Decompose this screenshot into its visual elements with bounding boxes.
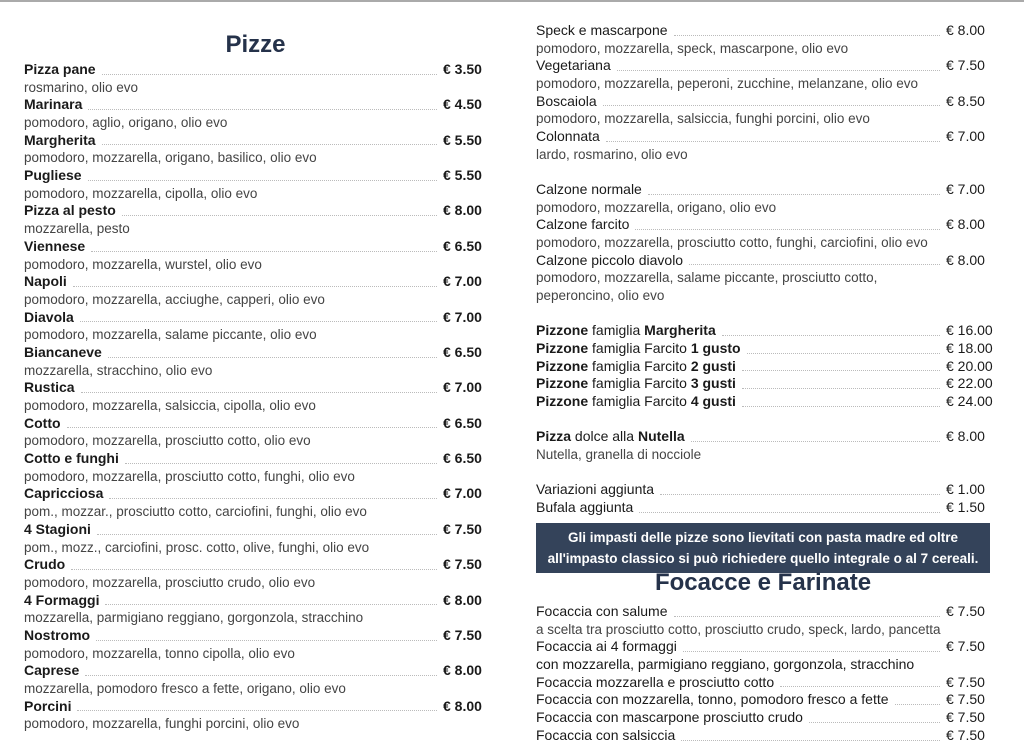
menu-item-price: € 8.00 — [443, 202, 482, 219]
menu-item — [24, 415, 487, 450]
menu-item-row — [536, 93, 990, 111]
menu-item-price: € 8.00 — [443, 662, 482, 679]
menu-item-price: € 6.50 — [443, 343, 482, 360]
dotted-leader — [648, 194, 940, 195]
dotted-leader — [689, 264, 940, 265]
dotted-leader — [742, 406, 940, 407]
menu-item-name: Calzone piccolo diavolo — [536, 251, 684, 268]
pizze-section — [24, 28, 487, 733]
dotted-leader — [73, 286, 437, 287]
menu-item — [536, 22, 990, 57]
menu-item-price: € 7.50 — [946, 638, 985, 655]
dotted-leader — [674, 616, 940, 617]
menu-item — [536, 216, 990, 251]
menu-item-name-part: Pizzone — [536, 339, 589, 356]
menu-item — [536, 357, 993, 376]
menu-item — [536, 481, 990, 499]
menu-item-price: € 7.00 — [443, 308, 482, 325]
menu-item-price: € 8.00 — [946, 428, 985, 445]
menu-item-ingredients: pomodoro, mozzarella, salame piccante, olio evo — [24, 327, 317, 343]
menu-item-name: Napoli — [24, 273, 67, 290]
top-border — [0, 0, 1024, 2]
menu-item-name-part: famiglia Farcito — [588, 339, 691, 356]
menu-item-row — [24, 450, 487, 468]
dotted-leader — [681, 740, 940, 741]
menu-item-row — [24, 344, 487, 362]
menu-item-ingredients: pomodoro, mozzarella, salsiccia, funghi porcini, olio evo — [536, 111, 870, 127]
menu-item-ingredients: pomodoro, mozzarella, acciughe, capperi, olio evo — [24, 291, 325, 307]
menu-item-price: € 20.00 — [946, 357, 993, 374]
menu-item-name: Rustica — [24, 379, 75, 396]
menu-item-price: € 7.00 — [443, 379, 482, 396]
menu-item-name: Marinara — [24, 96, 83, 113]
menu-item-name: Focaccia con mascarpone prosciutto crudo — [536, 709, 803, 726]
menu-item — [536, 638, 990, 673]
group-spacer — [536, 464, 990, 482]
menu-item-row — [24, 238, 487, 256]
dotted-leader — [660, 494, 940, 495]
menu-item-name: Focaccia con salsiccia — [536, 726, 676, 743]
menu-item-name-part: Pizzone — [536, 393, 589, 410]
dotted-leader — [125, 463, 437, 464]
menu-item-row — [24, 698, 487, 716]
menu-item-name — [536, 358, 736, 376]
menu-item-price: € 8.00 — [946, 251, 985, 268]
dough-note-line: Gli impasti delle pizze sono lievitati con pasta madre ed oltre — [567, 529, 959, 545]
dotted-leader — [691, 441, 940, 442]
menu-item-price: € 22.00 — [946, 375, 993, 392]
menu-item-price: € 8.00 — [443, 591, 482, 608]
menu-item-row — [536, 57, 990, 75]
group-spacer — [536, 411, 990, 429]
menu-item — [536, 128, 990, 163]
menu-item-row — [24, 96, 487, 114]
dotted-leader — [88, 180, 437, 181]
menu-item-name-part: Pizzone — [536, 375, 589, 392]
menu-item-row — [24, 521, 487, 539]
menu-item-row — [536, 638, 990, 656]
menu-item-name: Margherita — [24, 131, 96, 148]
menu-item-name: Vegetariana — [536, 57, 611, 74]
menu-item-name: Caprese — [24, 662, 80, 679]
menu-item-name-part: 4 gusti — [690, 393, 736, 410]
menu-item — [24, 132, 487, 167]
focacce-section — [536, 565, 990, 745]
menu-item-name: Crudo — [24, 556, 66, 573]
menu-item-ingredients: pomodoro, aglio, origano, olio evo — [24, 115, 228, 131]
menu-item-name-part: Pizzone — [536, 357, 589, 374]
menu-item-price: € 7.50 — [946, 673, 985, 690]
menu-item-price: € 7.00 — [443, 273, 482, 290]
menu-item-name — [536, 340, 741, 358]
menu-item-ingredients: pomodoro, mozzarella, peperoni, zucchine, melanzane, olio evo — [536, 76, 918, 92]
menu-item-row — [24, 309, 487, 327]
menu-item-name: Cotto — [24, 414, 61, 431]
menu-item-price: € 1.00 — [946, 481, 985, 498]
menu-item-price: € 7.50 — [946, 57, 985, 74]
menu-item-name-part: Nutella — [637, 428, 685, 445]
menu-item-row — [24, 273, 487, 291]
menu-item-name: Bufala aggiunta — [536, 498, 634, 515]
menu-item-row — [536, 357, 993, 376]
menu-item-name: Biancaneve — [24, 343, 102, 360]
menu-item-price: € 8.50 — [946, 92, 985, 109]
menu-item-name: Pizza pane — [24, 60, 96, 77]
menu-item — [24, 379, 487, 414]
dotted-leader — [603, 105, 940, 106]
dotted-leader — [102, 74, 437, 75]
menu-item-price: € 24.00 — [946, 393, 993, 410]
menu-item — [24, 556, 487, 591]
menu-item-name: Calzone farcito — [536, 216, 630, 233]
dotted-leader — [85, 675, 437, 676]
menu-item — [24, 592, 487, 627]
menu-item-ingredients: pomodoro, mozzarella, prosciutto cotto, olio evo — [24, 433, 311, 449]
menu-item-row — [536, 181, 990, 199]
menu-item-name: Boscaiola — [536, 92, 597, 109]
pizze-list — [24, 61, 487, 733]
specialita-section — [536, 21, 993, 573]
menu-item — [24, 167, 487, 202]
menu-item-name: Pugliese — [24, 167, 82, 184]
group-spacer — [536, 164, 990, 182]
dotted-leader — [88, 109, 437, 110]
menu-item-row — [536, 22, 990, 40]
dotted-leader — [683, 651, 940, 652]
menu-item-row — [536, 709, 990, 727]
menu-item — [24, 61, 487, 96]
menu-item — [24, 627, 487, 662]
menu-item — [536, 322, 993, 340]
menu-item — [536, 393, 993, 411]
menu-item — [536, 57, 990, 92]
dotted-leader — [109, 498, 437, 499]
dotted-leader — [102, 144, 437, 145]
menu-item-row — [24, 415, 487, 433]
menu-item-row — [24, 486, 487, 504]
menu-item-name: Focaccia con mozzarella, tonno, pomodoro fresco a fette — [536, 691, 889, 708]
menu-item-name: Nostromo — [24, 626, 91, 643]
dotted-leader — [639, 512, 940, 513]
menu-item — [24, 698, 487, 733]
menu-item-row — [536, 375, 993, 393]
menu-item — [536, 339, 993, 358]
menu-item-row — [536, 252, 990, 270]
menu-item-ingredients: mozzarella, pesto — [24, 221, 130, 237]
menu-item — [24, 96, 487, 131]
menu-item-row — [24, 556, 487, 574]
menu-item-row — [24, 167, 487, 185]
menu-item-name-part: famiglia — [588, 322, 645, 339]
menu-item-name: Viennese — [24, 237, 86, 254]
dotted-leader — [742, 388, 940, 389]
menu-item-name-part: famiglia Farcito — [588, 375, 691, 392]
menu-item-price: € 6.50 — [443, 237, 482, 254]
dotted-leader — [91, 251, 437, 252]
dotted-leader — [96, 640, 437, 641]
menu-item — [536, 252, 990, 305]
menu-item-row — [536, 216, 990, 234]
menu-item-ingredients: pomodoro, mozzarella, tonno cipolla, olio evo — [24, 645, 295, 661]
menu-item-price: € 7.50 — [443, 626, 482, 643]
menu-item-row — [536, 322, 993, 340]
menu-item — [24, 344, 487, 379]
dotted-leader — [97, 534, 437, 535]
menu-item — [536, 727, 990, 745]
menu-item-row — [536, 603, 990, 621]
menu-item-name-part: Pizzone — [536, 322, 589, 339]
menu-item-name: Capricciosa — [24, 485, 104, 502]
menu-item-row — [536, 499, 990, 517]
menu-item-row — [24, 379, 487, 397]
menu-item — [24, 450, 487, 485]
menu-item-name — [536, 393, 736, 411]
menu-item-name: Speck e mascarpone — [536, 21, 668, 38]
menu-item — [24, 521, 487, 556]
menu-item — [536, 709, 990, 727]
dotted-leader — [809, 722, 940, 723]
menu-item-ingredients: pomodoro, mozzarella, prosciutto cotto, funghi, olio evo — [24, 468, 355, 484]
menu-item — [536, 603, 990, 638]
menu-item-name: Variazioni aggiunta — [536, 481, 655, 498]
dotted-leader — [742, 370, 940, 371]
menu-item-price: € 16.00 — [946, 322, 993, 339]
menu-item — [24, 309, 487, 344]
menu-item-ingredients: con mozzarella, parmigiano reggiano, gorgonzola, stracchino — [536, 656, 915, 673]
menu-item-name-part: 3 gusti — [690, 375, 736, 392]
menu-item-ingredients: mozzarella, stracchino, olio evo — [24, 362, 213, 378]
menu-item — [536, 428, 990, 463]
menu-item — [24, 203, 487, 238]
menu-item-name-part: 2 gusti — [690, 357, 736, 374]
menu-item — [536, 375, 993, 393]
menu-item-row — [536, 691, 990, 709]
menu-item-row — [24, 627, 487, 645]
dotted-leader — [67, 427, 437, 428]
dotted-leader — [105, 604, 437, 605]
menu-item-name: Focaccia con salume — [536, 602, 668, 619]
menu-item-row — [536, 339, 993, 358]
menu-item — [536, 674, 990, 692]
menu-item-ingredients: a scelta tra prosciutto cotto, prosciutto crudo, speck, lardo, pancetta — [536, 621, 941, 637]
menu-item-name: Diavola — [24, 308, 74, 325]
menu-item-name: Porcini — [24, 697, 72, 714]
dotted-leader — [674, 35, 940, 36]
menu-item-ingredients: pomodoro, mozzarella, speck, mascarpone, olio evo — [536, 40, 849, 56]
menu-item-name: Pizza al pesto — [24, 202, 116, 219]
menu-item-name — [536, 375, 736, 393]
menu-item-row — [24, 61, 487, 79]
section-title-pizze: Pizze — [225, 31, 286, 58]
menu-item-price: € 5.50 — [443, 131, 482, 148]
dotted-leader — [122, 215, 437, 216]
menu-item-price: € 7.00 — [946, 128, 985, 145]
dotted-leader — [780, 686, 940, 687]
menu-item-name-part: Margherita — [644, 322, 716, 339]
menu-item-ingredients: peperoncino, olio evo — [536, 288, 665, 304]
menu-item-price: € 7.50 — [946, 691, 985, 708]
menu-item-name — [536, 322, 716, 340]
specialita-list — [536, 21, 993, 517]
menu-item-ingredients: pomodoro, mozzarella, origano, olio evo — [536, 199, 777, 215]
menu-item-row — [536, 428, 990, 446]
menu-item-name: Cotto e funghi — [24, 450, 119, 467]
dotted-leader — [80, 321, 437, 322]
menu-item-price: € 6.50 — [443, 450, 482, 467]
menu-item-row — [536, 128, 990, 146]
menu-item — [536, 691, 990, 709]
menu-item-price: € 7.50 — [443, 556, 482, 573]
menu-item-row — [24, 592, 487, 610]
menu-item-name-part: famiglia Farcito — [588, 393, 691, 410]
menu-item-price: € 7.50 — [946, 726, 985, 743]
menu-item-row — [536, 727, 990, 745]
menu-item-ingredients: pomodoro, mozzarella, prosciutto cotto, funghi, carciofini, olio evo — [536, 235, 928, 251]
menu-item-row — [536, 674, 990, 692]
menu-item-ingredients: pomodoro, mozzarella, salsiccia, cipolla, olio evo — [24, 398, 316, 414]
menu-item — [536, 93, 990, 128]
menu-item-ingredients: lardo, rosmarino, olio evo — [536, 146, 688, 162]
dotted-leader — [108, 357, 437, 358]
menu-item-ingredients: pom., mozz., carciofini, prosc. cotto, olive, funghi, olio evo — [24, 539, 370, 555]
menu-item-name-part: dolce alla — [571, 428, 638, 445]
menu-item-price: € 5.50 — [443, 167, 482, 184]
dotted-leader — [77, 710, 437, 711]
menu-item-ingredients: pomodoro, mozzarella, prosciutto crudo, olio evo — [24, 574, 316, 590]
menu-item-price: € 8.00 — [946, 216, 985, 233]
dotted-leader — [617, 70, 940, 71]
menu-item-ingredients: mozzarella, pomodoro fresco a fette, origano, olio evo — [24, 681, 346, 697]
menu-item-name: Focaccia ai 4 formaggi — [536, 638, 677, 655]
dotted-leader — [606, 141, 940, 142]
menu-item-name: Colonnata — [536, 128, 600, 145]
dotted-leader — [895, 704, 940, 705]
menu-item-price: € 7.00 — [946, 180, 985, 197]
menu-item-row — [24, 203, 487, 221]
dotted-leader — [747, 353, 940, 354]
dotted-leader — [635, 229, 940, 230]
menu-item — [24, 238, 487, 273]
menu-item-row — [536, 481, 990, 499]
menu-item-price: € 7.50 — [946, 709, 985, 726]
menu-item-ingredients: pomodoro, mozzarella, cipolla, olio evo — [24, 185, 258, 201]
menu-item-name-part: Pizza — [536, 428, 572, 445]
menu-item-ingredients: Nutella, granella di nocciole — [536, 446, 702, 462]
menu-item-price: € 7.50 — [443, 520, 482, 537]
menu-item-ingredients: pomodoro, mozzarella, salame piccante, prosciutto cotto, — [536, 270, 878, 286]
menu-item-ingredients: pomodoro, mozzarella, funghi porcini, olio evo — [24, 716, 300, 732]
menu-item-ingredients: rosmarino, olio evo — [24, 79, 139, 95]
menu-item-price: € 7.00 — [443, 485, 482, 502]
dough-note-line: all'impasto classico si può richiedere quello integrale o al 7 cereali. — [547, 550, 979, 566]
menu-item — [24, 486, 487, 521]
menu-item-price: € 8.00 — [946, 21, 985, 38]
menu-item-ingredients: pomodoro, mozzarella, wurstel, olio evo — [24, 256, 262, 272]
menu-item-name: Focaccia mozzarella e prosciutto cotto — [536, 673, 775, 690]
menu-item-ingredients: pomodoro, mozzarella, origano, basilico, olio evo — [24, 150, 317, 166]
menu-item — [24, 273, 487, 308]
menu-item-name-part: 1 gusto — [690, 339, 741, 356]
menu-item-price: € 3.50 — [443, 60, 482, 77]
menu-item-name-part: famiglia Farcito — [588, 357, 691, 374]
menu-item-ingredients: pom., mozzar., prosciutto cotto, carciofini, funghi, olio evo — [24, 504, 367, 520]
group-spacer — [536, 305, 990, 323]
menu-item-price: € 7.50 — [946, 602, 985, 619]
menu-item — [24, 662, 487, 697]
focacce-list — [536, 603, 990, 745]
menu-item-row — [536, 393, 993, 411]
section-title-focacce: Focacce e Farinate — [654, 569, 872, 596]
menu-item-name: 4 Stagioni — [24, 520, 91, 537]
dotted-leader — [722, 335, 940, 336]
menu-item-price: € 1.50 — [946, 498, 985, 515]
menu-item-price: € 6.50 — [443, 414, 482, 431]
menu-item-name: 4 Formaggi — [24, 591, 100, 608]
menu-item — [536, 181, 990, 216]
menu-item-price: € 8.00 — [443, 697, 482, 714]
menu-item-price: € 4.50 — [443, 96, 482, 113]
dotted-leader — [71, 569, 437, 570]
dotted-leader — [81, 392, 437, 393]
menu-item-ingredients: mozzarella, parmigiano reggiano, gorgonzola, stracchino — [24, 610, 364, 626]
menu-item — [536, 499, 990, 517]
menu-item-name — [536, 428, 685, 446]
menu-item-name: Calzone normale — [536, 180, 642, 197]
menu-item-row — [24, 132, 487, 150]
menu-item-row — [24, 662, 487, 680]
menu-item-price: € 18.00 — [946, 339, 993, 356]
